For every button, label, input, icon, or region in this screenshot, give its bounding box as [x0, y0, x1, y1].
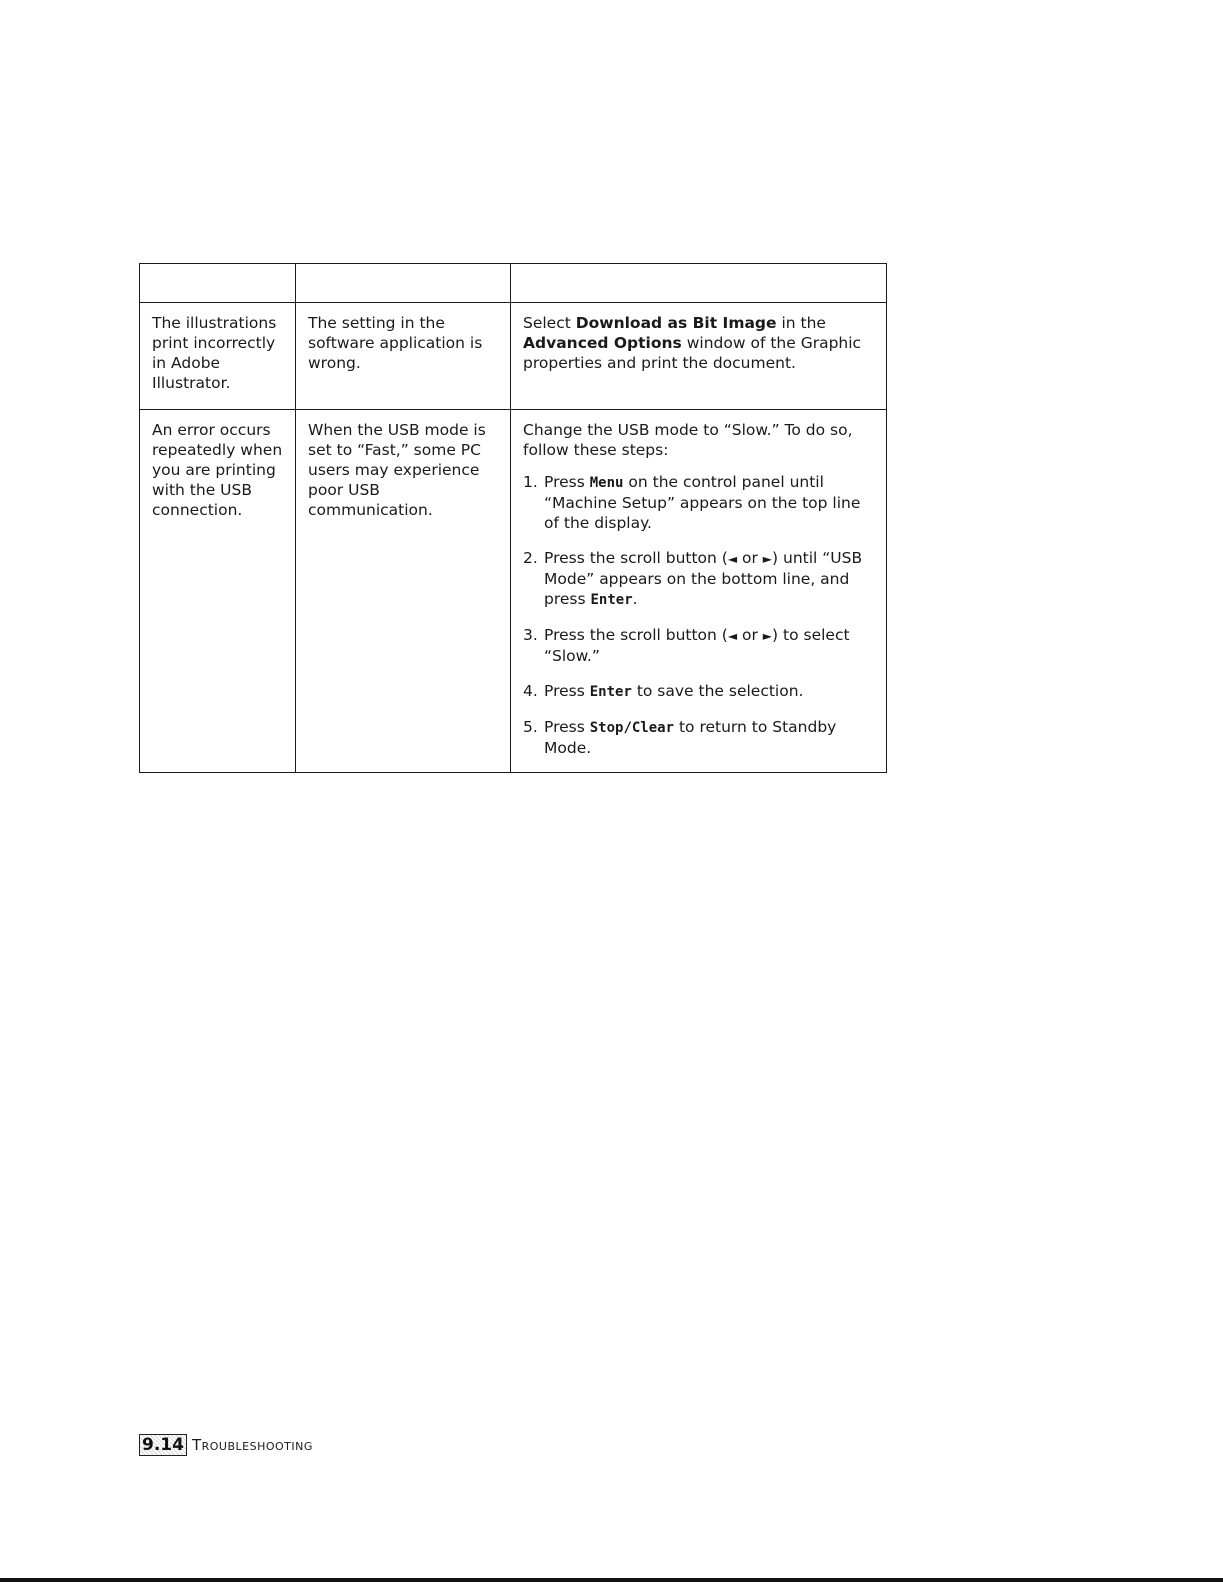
step-text: Press: [544, 682, 590, 700]
header-condition: [140, 264, 296, 303]
step-text: ) to select “Slow.”: [544, 626, 850, 665]
enter-key: Enter: [590, 592, 633, 608]
step-text: ) until “USB Mode” appears on the bottom line, and press: [544, 549, 863, 608]
section-title: Troubleshooting: [191, 1436, 313, 1454]
step-number: 3.: [523, 626, 538, 644]
condition-cell: The illustrations print incorrectly in Adobe Illustrator.: [140, 303, 296, 410]
step-text: on the control panel until “Machine Setup” appears on the top line of the display.: [544, 473, 861, 532]
download-as-bit-image-option: Download as Bit Image: [575, 314, 777, 332]
right-arrow-icon: ►: [762, 629, 773, 643]
enter-key: Enter: [589, 684, 632, 700]
menu-key: Menu: [589, 475, 624, 491]
step-number: 4.: [523, 682, 538, 700]
step-text: Press the scroll button (: [544, 626, 728, 644]
solution-intro: Change the USB mode to “Slow.” To do so, follow these steps:: [523, 421, 853, 459]
right-arrow-icon: ►: [762, 552, 773, 566]
solution-cell: [511, 410, 887, 773]
step-text: or: [737, 626, 763, 644]
header-suggested-solutions: [511, 264, 887, 303]
step-number: 1.: [523, 473, 538, 491]
cause-cell: When the USB mode is set to “Fast,” some PC users may experience poor USB communication.: [296, 410, 511, 773]
step-item: [523, 472, 874, 533]
solution-cell: [511, 303, 887, 410]
stop-clear-key: Stop/Clear: [589, 720, 675, 736]
solution-text: Select: [523, 314, 576, 332]
condition-cell: An error occurs repeatedly when you are printing with the USB connection.: [140, 410, 296, 773]
step-text: to save the selection.: [631, 682, 804, 700]
solution-steps: [523, 472, 874, 758]
step-item: [523, 625, 874, 666]
left-arrow-icon: ◄: [727, 629, 738, 643]
table-row: [140, 303, 887, 410]
step-text: Press the scroll button (: [544, 549, 728, 567]
step-item: [523, 548, 874, 610]
step-text: Press: [544, 718, 590, 736]
step-text: to return to Standby Mode.: [544, 718, 837, 757]
table-header-row: [140, 264, 887, 303]
step-text: .: [632, 590, 638, 608]
left-arrow-icon: ◄: [727, 552, 738, 566]
solution-text: window of the Graphic properties and print the document.: [523, 334, 862, 372]
bottom-rule: [0, 1578, 1223, 1582]
header-possible-cause: [296, 264, 511, 303]
step-item: [523, 681, 874, 702]
page-number-badge: 9.14: [139, 1434, 187, 1456]
step-item: [523, 717, 874, 758]
step-number: 2.: [523, 549, 538, 567]
troubleshooting-table: [139, 263, 887, 773]
page-footer: [139, 1432, 313, 1458]
step-text: Press: [544, 473, 590, 491]
advanced-options-window: Advanced Options: [523, 334, 682, 352]
solution-text: in the: [776, 314, 826, 332]
cause-cell: The setting in the software application is wrong.: [296, 303, 511, 410]
step-text: or: [737, 549, 763, 567]
step-number: 5.: [523, 718, 538, 736]
table-row: [140, 410, 887, 773]
